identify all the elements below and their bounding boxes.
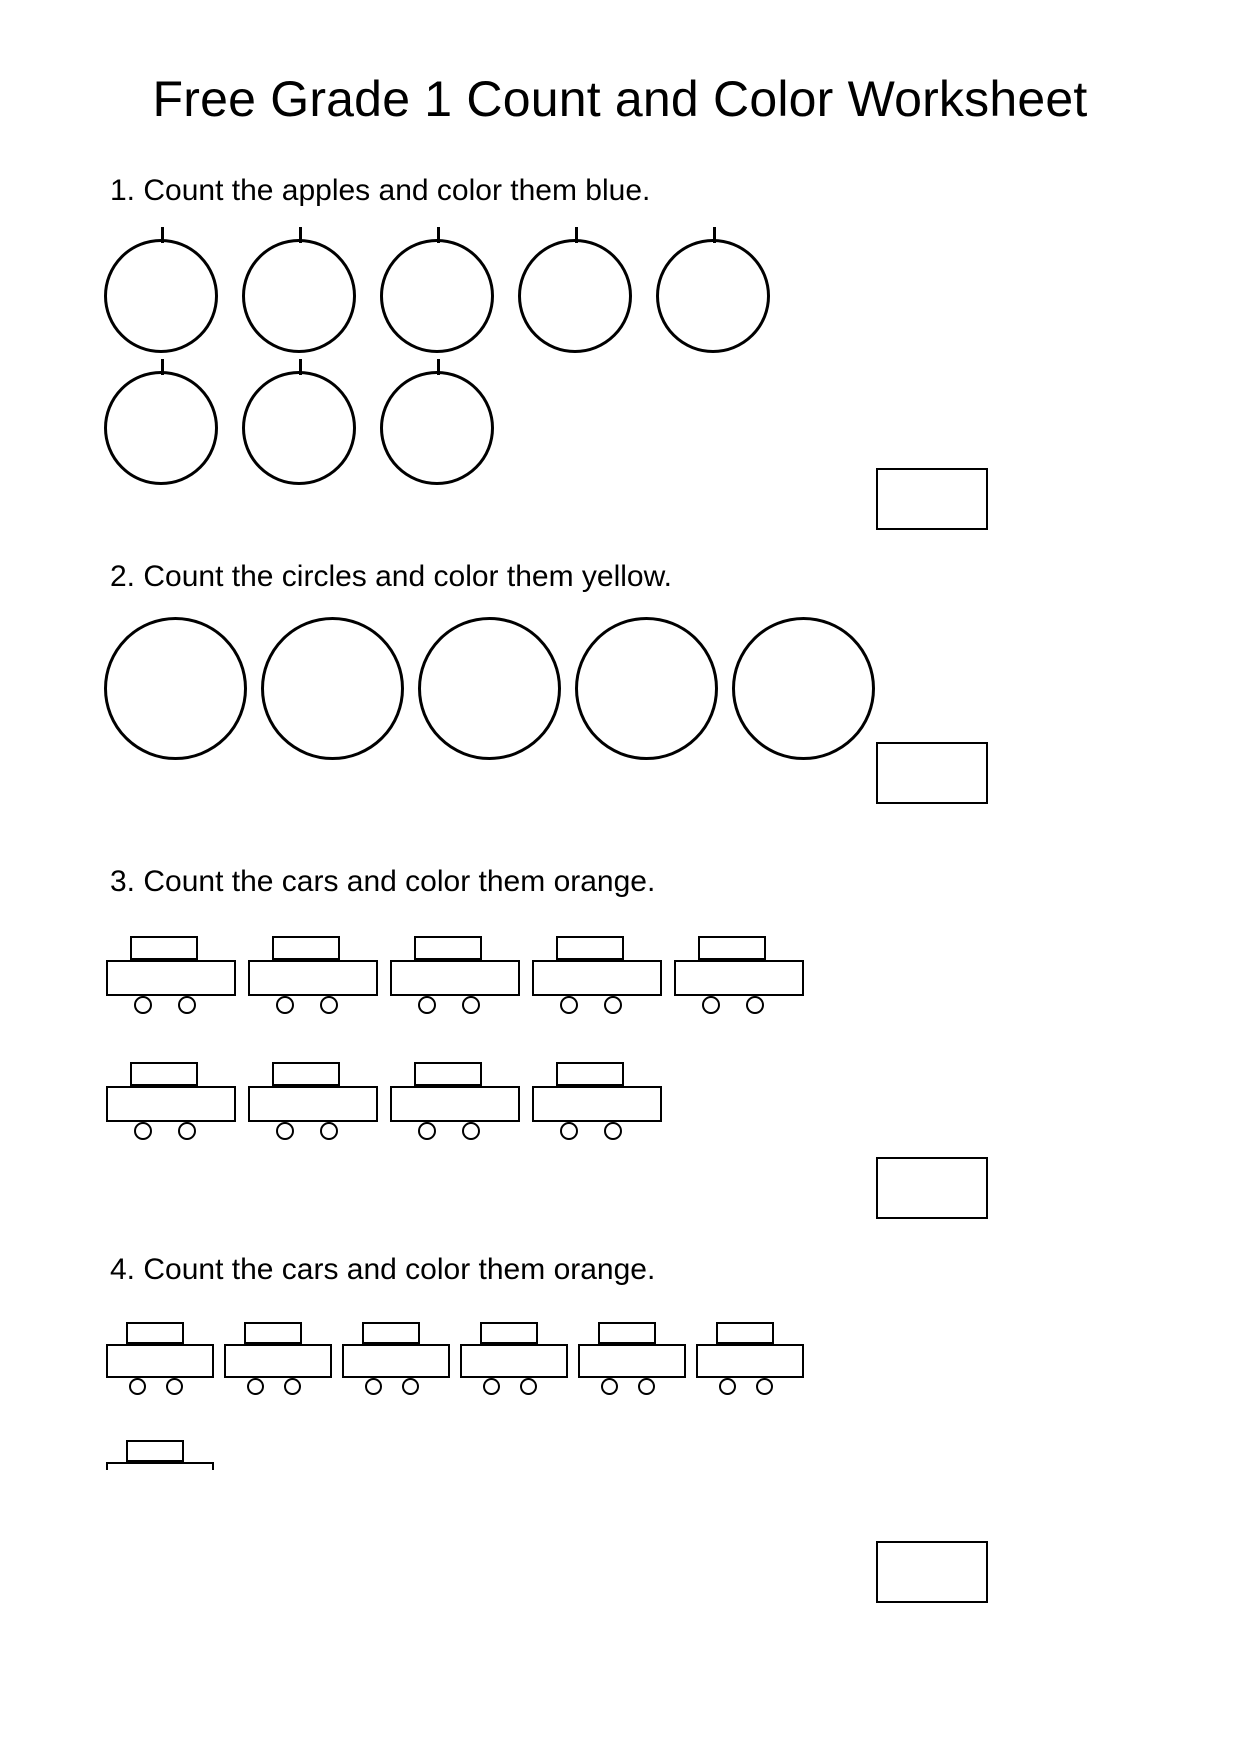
car-wheel — [418, 996, 436, 1014]
apple-shape — [242, 359, 360, 477]
car-body — [106, 1462, 214, 1470]
car-wheel — [284, 1378, 301, 1395]
question-4-row-2-partial — [0, 1440, 1240, 1470]
car-wheel — [320, 996, 338, 1014]
apple-shape — [518, 227, 636, 345]
circle-shape — [575, 617, 718, 760]
question-4-text: 4. Count the cars and color them orange. — [110, 1252, 656, 1286]
car-body — [106, 1086, 236, 1122]
car-wheel — [462, 1122, 480, 1140]
car-cabin — [244, 1322, 302, 1344]
question-1-text: 1. Count the apples and color them blue. — [110, 173, 651, 207]
question-2-row-1 — [0, 617, 1240, 760]
car-cabin — [716, 1322, 774, 1344]
car-wheel — [746, 996, 764, 1014]
question-1-row-2 — [0, 359, 1240, 477]
car-body — [532, 960, 662, 996]
car-cabin — [130, 936, 198, 960]
car-shape — [340, 1322, 454, 1402]
car-cabin — [414, 936, 482, 960]
car-body — [106, 960, 236, 996]
apple-shape — [380, 227, 498, 345]
car-shape — [246, 1062, 382, 1146]
apple-body — [380, 371, 494, 485]
answer-box-3[interactable] — [876, 1157, 988, 1219]
apple-shape — [104, 359, 222, 477]
car-cabin — [556, 936, 624, 960]
car-shape — [104, 1322, 218, 1402]
car-body — [578, 1344, 686, 1378]
circle-shape — [104, 617, 247, 760]
car-cabin — [272, 1062, 340, 1086]
car-wheel — [276, 996, 294, 1014]
answer-box-2[interactable] — [876, 742, 988, 804]
car-wheel — [520, 1378, 537, 1395]
car-wheel — [365, 1378, 382, 1395]
car-shape — [458, 1322, 572, 1402]
car-shape — [576, 1322, 690, 1402]
question-3-row-1 — [0, 936, 1240, 1020]
car-wheel — [418, 1122, 436, 1140]
car-body — [390, 960, 520, 996]
question-1-section — [0, 173, 1240, 477]
car-shape — [222, 1322, 336, 1402]
car-shape — [530, 936, 666, 1020]
car-cabin — [414, 1062, 482, 1086]
car-body — [224, 1344, 332, 1378]
car-wheel — [560, 996, 578, 1014]
car-body — [106, 1344, 214, 1378]
car-body — [248, 1086, 378, 1122]
question-1-row-1 — [0, 227, 1240, 345]
car-wheel — [756, 1378, 773, 1395]
car-cabin — [598, 1322, 656, 1344]
question-3-section — [0, 864, 1240, 1146]
question-4-section — [0, 1252, 1240, 1470]
car-cabin — [698, 936, 766, 960]
question-2-section — [0, 559, 1240, 760]
car-cabin — [272, 936, 340, 960]
question-2-text: 2. Count the circles and color them yellow. — [110, 559, 672, 593]
car-wheel — [134, 1122, 152, 1140]
car-wheel — [462, 996, 480, 1014]
car-body — [696, 1344, 804, 1378]
apple-shape — [242, 227, 360, 345]
apple-body — [104, 239, 218, 353]
car-shape — [104, 936, 240, 1020]
car-body — [342, 1344, 450, 1378]
car-body — [460, 1344, 568, 1378]
apple-body — [104, 371, 218, 485]
circle-shape — [418, 617, 561, 760]
car-shape — [694, 1322, 808, 1402]
car-wheel — [276, 1122, 294, 1140]
car-shape — [672, 936, 808, 1020]
car-wheel — [719, 1378, 736, 1395]
car-wheel — [320, 1122, 338, 1140]
car-wheel — [129, 1378, 146, 1395]
car-shape — [388, 1062, 524, 1146]
apple-body — [656, 239, 770, 353]
car-cabin — [126, 1440, 184, 1462]
car-body — [532, 1086, 662, 1122]
apple-body — [518, 239, 632, 353]
circle-shape — [732, 617, 875, 760]
car-wheel — [134, 996, 152, 1014]
apple-body — [380, 239, 494, 353]
car-cabin — [130, 1062, 198, 1086]
car-shape — [246, 936, 382, 1020]
car-wheel — [604, 996, 622, 1014]
car-wheel — [166, 1378, 183, 1395]
car-shape — [104, 1440, 218, 1470]
car-wheel — [178, 996, 196, 1014]
car-shape — [104, 1062, 240, 1146]
car-wheel — [638, 1378, 655, 1395]
car-shape — [530, 1062, 666, 1146]
car-cabin — [556, 1062, 624, 1086]
apple-body — [242, 239, 356, 353]
car-wheel — [560, 1122, 578, 1140]
car-wheel — [247, 1378, 264, 1395]
apple-shape — [104, 227, 222, 345]
car-shape — [388, 936, 524, 1020]
page-title: Free Grade 1 Count and Color Worksheet — [152, 71, 1088, 127]
answer-box-4[interactable] — [876, 1541, 988, 1603]
car-wheel — [483, 1378, 500, 1395]
car-body — [248, 960, 378, 996]
car-cabin — [480, 1322, 538, 1344]
apple-shape — [380, 359, 498, 477]
car-cabin — [126, 1322, 184, 1344]
apple-shape — [656, 227, 774, 345]
circle-shape — [261, 617, 404, 760]
question-3-row-2 — [0, 1062, 1240, 1146]
apple-body — [242, 371, 356, 485]
answer-box-1[interactable] — [876, 468, 988, 530]
car-wheel — [601, 1378, 618, 1395]
car-cabin — [362, 1322, 420, 1344]
question-4-row-1 — [0, 1322, 1240, 1402]
car-wheel — [604, 1122, 622, 1140]
car-wheel — [178, 1122, 196, 1140]
car-wheel — [702, 996, 720, 1014]
question-3-text: 3. Count the cars and color them orange. — [110, 864, 656, 898]
car-wheel — [402, 1378, 419, 1395]
car-body — [674, 960, 804, 996]
car-body — [390, 1086, 520, 1122]
